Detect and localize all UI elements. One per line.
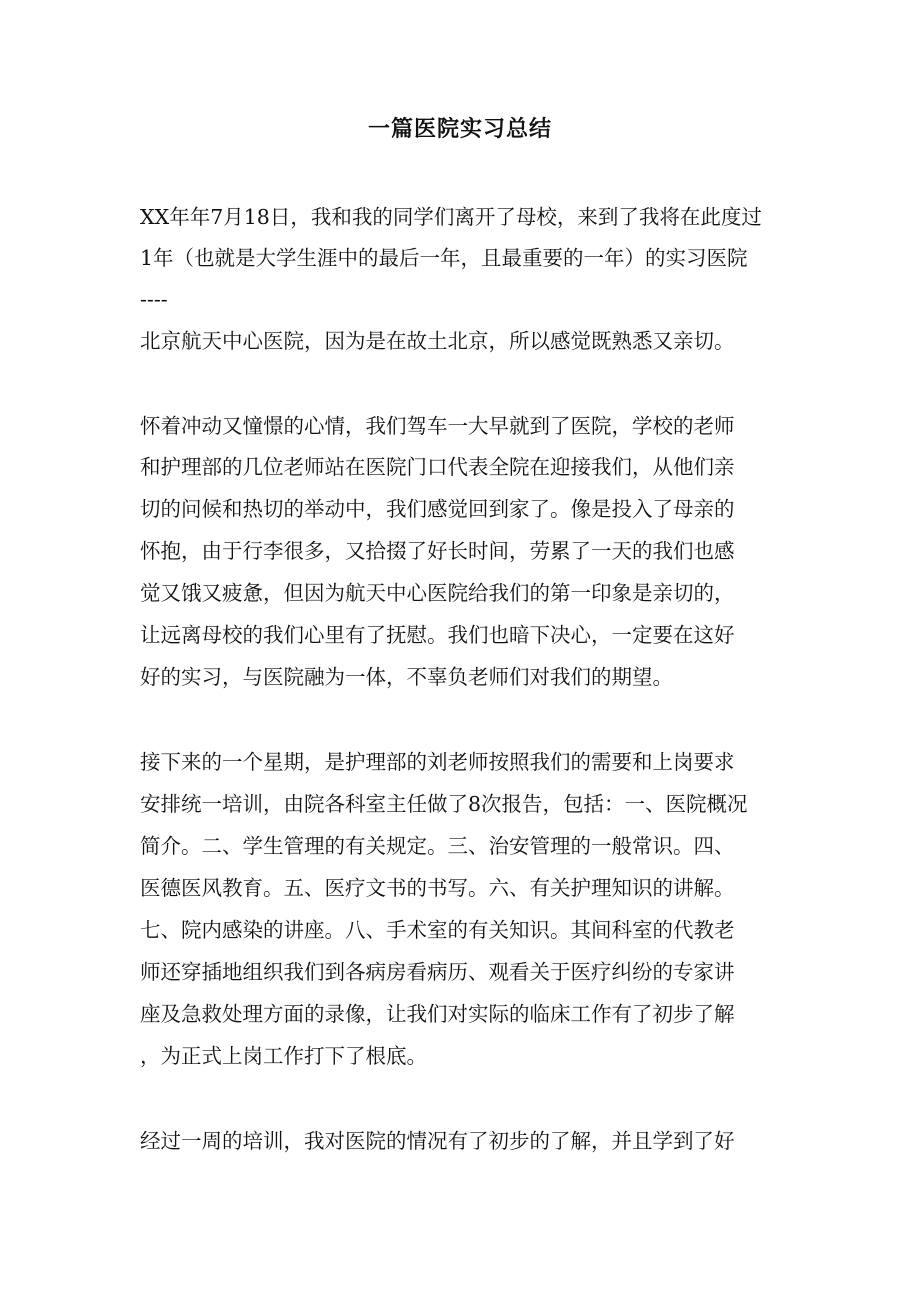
body-line: ---- [140,287,168,311]
body-line: 觉又饿又疲惫，但因为航天中心医院给我们的第一印象是亲切的， [140,581,735,605]
body-line: 北京航天中心医院，因为是在故土北京，所以感觉既熟悉又亲切。 [140,329,735,353]
body-line: 经过一周的培训，我对医院的情况有了初步的了解，并且学到了好 [140,1129,735,1153]
body-line: 安排统一培训，由院各科室主任做了8次报告，包括：一、医院概况 [140,792,748,816]
body-line: 座及急救处理方面的录像，让我们对实际的临床工作有了初步了解 [140,1002,735,1026]
body-line: 师还穿插地组织我们到各病房看病历、观看关于医疗纠纷的专家讲 [140,960,735,984]
body-line: 好的实习，与医院融为一体，不辜负老师们对我们的期望。 [140,665,673,689]
body-line: 让远离母校的我们心里有了抚慰。我们也暗下决心，一定要在这好 [140,623,735,647]
body-line: ，为正式上岗工作打下了根底。 [140,1044,427,1068]
body-line: 和护理部的几位老师站在医院门口代表全院在迎接我们，从他们亲 [140,455,735,479]
body-line: 接下来的一个星期，是护理部的刘老师按照我们的需要和上岗要求 [140,750,735,774]
body-line: 七、院内感染的讲座。八、手术室的有关知识。其间科室的代教老 [140,918,735,942]
body-line: 简介。二、学生管理的有关规定。三、治安管理的一般常识。四、 [140,834,735,858]
body-line: 医德医风教育。五、医疗文书的书写。六、有关护理知识的讲解。 [140,876,735,900]
document-title: 一篇医院实习总结 [367,116,552,142]
body-line: 切的问候和热切的举动中，我们感觉回到家了。像是投入了母亲的 [140,497,735,521]
body-line: 怀抱，由于行李很多，又拾掇了好长时间，劳累了一天的我们也感 [140,539,735,563]
body-line: 1年（也就是大学生涯中的最后一年，且最重要的一年）的实习医院 [140,246,748,270]
body-line: XX年年7月18日，我和我的同学们离开了母校，来到了我将在此度过 [140,205,762,229]
body-line: 怀着冲动又憧憬的心情，我们驾车一大早就到了医院，学校的老师 [140,414,735,438]
